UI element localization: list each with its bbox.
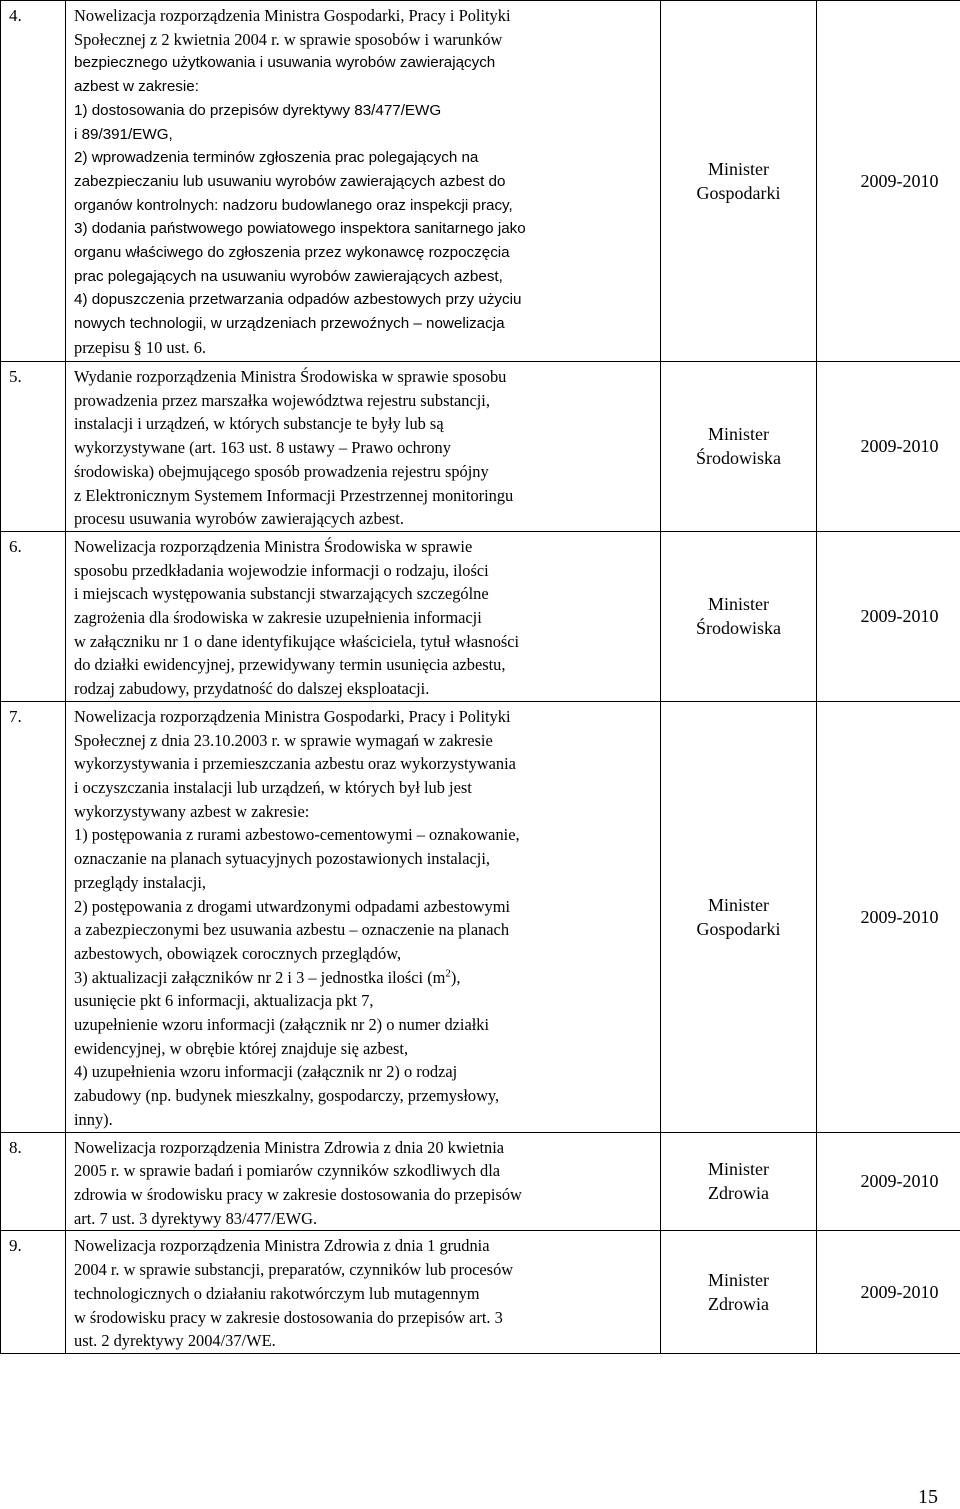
row-number: 6. xyxy=(1,531,66,701)
implementation-period: 2009-2010 xyxy=(817,531,960,701)
description-line: wykorzystywania i przemieszczania azbestu oraz wykorzystywania xyxy=(74,754,516,774)
description-line: uzupełnienie wzoru informacji (załącznik nr 2) o numer działki xyxy=(74,1015,490,1035)
description-line: oznaczanie na planach sytuacyjnych pozostawionych instalacji, xyxy=(74,849,490,869)
description-line: 3) dodania państwowego powiatowego inspektora sanitarnego jako xyxy=(74,220,526,238)
implementation-period: 2009-2010 xyxy=(817,701,960,1132)
description-text: ), xyxy=(450,967,461,987)
description-line: rodzaj zabudowy, przydatność do dalszej eksploatacji. xyxy=(74,679,430,699)
description-line: Nowelizacja rozporządzenia Ministra Środowiska w sprawie xyxy=(74,536,473,556)
row-description xyxy=(66,1231,661,1354)
description-line: usunięcie pkt 6 informacji, aktualizacja pkt 7, xyxy=(74,991,374,1011)
table-row xyxy=(1,701,960,1132)
row-number: 5. xyxy=(1,362,66,532)
description-line: bezpiecznego użytkowania i usuwania wyrobów zawierających xyxy=(74,54,496,72)
authority-line: Minister xyxy=(708,1159,769,1180)
description-line: 2) postępowania z drogami utwardzonymi odpadami azbestowymi xyxy=(74,896,511,916)
row-description xyxy=(66,701,661,1132)
description-line: azbestowych, obowiązek corocznych przeglądów, xyxy=(74,943,402,963)
row-description xyxy=(66,362,661,532)
description-line: inny). xyxy=(74,1109,113,1129)
authority-line: Zdrowia xyxy=(708,1294,769,1315)
implementation-period: 2009-2010 xyxy=(817,362,960,532)
description-line: zagrożenia dla środowiska w zakresie uzupełnienia informacji xyxy=(74,608,482,628)
authority-line: Zdrowia xyxy=(708,1183,769,1204)
description-line: organów kontrolnych: nadzoru budowlanego oraz inspekcji pracy, xyxy=(74,196,513,214)
description-line: przepisu § 10 ust. 6. xyxy=(74,337,207,357)
description-line: i miejscach występowania substancji stwarzających szczególne xyxy=(74,584,489,604)
description-line: procesu usuwania wyrobów zawierających azbest. xyxy=(74,509,404,529)
description-line: art. 7 ust. 3 dyrektywy 83/477/EWG. xyxy=(74,1208,318,1228)
description-line: ust. 2 dyrektywy 2004/37/WE. xyxy=(74,1331,276,1351)
responsible-authority xyxy=(661,1,817,362)
description-line: ewidencyjnej, w obrębie której znajduje się azbest, xyxy=(74,1038,409,1058)
responsible-authority xyxy=(661,1231,817,1354)
authority-line: Gospodarki xyxy=(696,918,781,939)
description-line: Nowelizacja rozporządzenia Ministra Zdrowia z dnia 1 grudnia xyxy=(74,1236,490,1256)
authority-line: Minister xyxy=(708,1270,769,1291)
description-line: Społecznej z 2 kwietnia 2004 r. w sprawie sposobów i warunków xyxy=(74,29,503,49)
responsible-authority xyxy=(661,1132,817,1231)
row-description xyxy=(66,531,661,701)
description-line: z Elektronicznym Systemem Informacji Przestrzennej monitoringu xyxy=(74,485,514,505)
description-line: 2005 r. w sprawie badań i pomiarów czynników szkodliwych dla xyxy=(74,1161,501,1181)
description-line: technologicznych o działaniu rakotwórczym lub mutagennym xyxy=(74,1283,480,1303)
authority-line: Gospodarki xyxy=(696,183,781,203)
table-row xyxy=(1,1,960,362)
row-number: 8. xyxy=(1,1132,66,1231)
implementation-period: 2009-2010 xyxy=(817,1231,960,1354)
description-line: środowiska) obejmującego sposób prowadzenia rejestru spójny xyxy=(74,461,489,481)
description-line: 2) wprowadzenia terminów zgłoszenia prac polegających na xyxy=(74,149,479,167)
description-line: Nowelizacja rozporządzenia Ministra Zdrowia z dnia 20 kwietnia xyxy=(74,1137,505,1157)
implementation-period: 2009-2010 xyxy=(817,1132,960,1231)
description-line: i oczyszczania instalacji lub urządzeń, w których był lub jest xyxy=(74,778,472,798)
row-number: 9. xyxy=(1,1231,66,1354)
description-line: Społecznej z dnia 23.10.2003 r. w sprawie wymagań w zakresie xyxy=(74,730,493,750)
description-line: nowych technologii, w urządzeniach przewoźnych – nowelizacja xyxy=(74,315,505,333)
table-row xyxy=(1,362,960,532)
authority-line: Minister xyxy=(708,594,769,615)
description-line: i 89/391/EWG, xyxy=(74,125,173,143)
row-description xyxy=(66,1132,661,1231)
description-line: prowadzenia przez marszałka województwa rejestru substancji, xyxy=(74,390,490,410)
description-line: 4) uzupełnienia wzoru informacji (załącznik nr 2) o rodzaj xyxy=(74,1062,458,1082)
description-line: Nowelizacja rozporządzenia Ministra Gospodarki, Pracy i Polityki xyxy=(74,706,511,726)
responsible-authority xyxy=(661,362,817,532)
description-line xyxy=(74,966,654,990)
description-line: 2004 r. w sprawie substancji, preparatów, czynników lub procesów xyxy=(74,1260,514,1280)
page-number: 15 xyxy=(918,1486,938,1508)
description-line: zdrowia w środowisku pracy w zakresie dostosowania do przepisów xyxy=(74,1184,522,1204)
description-line: wykorzystywane (art. 163 ust. 8 ustawy – Prawo ochrony xyxy=(74,438,451,458)
description-line: prac polegających na usuwaniu wyrobów zawierających azbest, xyxy=(74,267,503,285)
description-line: przeglądy instalacji, xyxy=(74,872,206,892)
row-number: 7. xyxy=(1,701,66,1132)
description-line: do działki ewidencyjnej, przewidywany termin usunięcia azbestu, xyxy=(74,655,506,675)
row-number: 4. xyxy=(1,1,66,362)
description-line: 1) dostosowania do przepisów dyrektywy 83/477/EWG xyxy=(74,101,442,119)
description-line: sposobu przedkładania wojewodzie informacji o rodzaju, ilości xyxy=(74,560,489,580)
table-row xyxy=(1,1231,960,1354)
description-line: organu właściwego do zgłoszenia przez wykonawcę rozpoczęcia xyxy=(74,244,510,262)
description-line: wykorzystywany azbest w zakresie: xyxy=(74,801,310,821)
description-line: w środowisku pracy w zakresie dostosowania do przepisów art. 3 xyxy=(74,1307,503,1327)
responsible-authority xyxy=(661,701,817,1132)
description-line: 4) dopuszczenia przetwarzania odpadów azbestowych przy użyciu xyxy=(74,291,522,309)
description-line: instalacji i urządzeń, w których substancje te były lub są xyxy=(74,414,444,434)
authority-line: Środowiska xyxy=(696,618,781,639)
description-line: w załączniku nr 1 o dane identyfikujące właściciela, tytuł własności xyxy=(74,631,520,651)
unit-superscript: 2 xyxy=(445,967,451,980)
description-line: 1) postępowania z rurami azbestowo-cementowymi – oznakowanie, xyxy=(74,825,520,845)
authority-line: Minister xyxy=(708,424,769,445)
implementation-period: 2009-2010 xyxy=(817,1,960,362)
description-line: Nowelizacja rozporządzenia Ministra Gospodarki, Pracy i Polityki xyxy=(74,6,511,25)
description-line: azbest w zakresie: xyxy=(74,78,199,96)
description-line: zabezpieczaniu lub usuwaniu wyrobów zawierających azbest do xyxy=(74,172,506,190)
table-row xyxy=(1,531,960,701)
authority-line: Minister xyxy=(708,159,769,179)
table-row xyxy=(1,1132,960,1231)
description-line: a zabezpieczonymi bez usuwania azbestu – oznaczenie na planach xyxy=(74,920,510,940)
row-description xyxy=(66,1,661,362)
description-text: 3) aktualizacji załączników nr 2 i 3 – jednostka ilości (m xyxy=(74,967,446,987)
authority-line: Środowiska xyxy=(696,448,781,469)
authority-line: Minister xyxy=(708,894,769,915)
responsible-authority xyxy=(661,531,817,701)
description-line: zabudowy (np. budynek mieszkalny, gospodarczy, przemysłowy, xyxy=(74,1086,500,1106)
description-line: Wydanie rozporządzenia Ministra Środowiska w sprawie sposobu xyxy=(74,367,507,386)
